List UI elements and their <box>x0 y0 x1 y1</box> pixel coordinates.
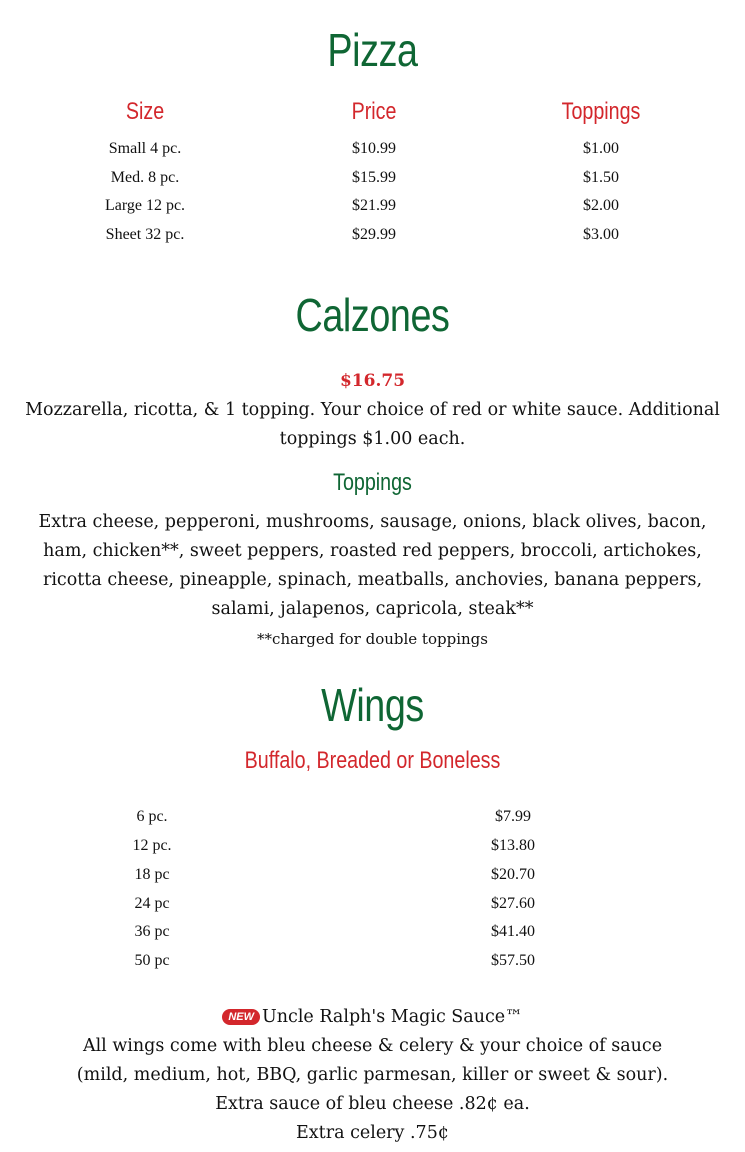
pizza-toppings-price: $2.00 <box>583 197 619 214</box>
new-badge: NEW <box>222 1009 260 1025</box>
wings-qty: 18 pc <box>134 866 170 883</box>
wings-qty: 50 pc <box>134 952 170 969</box>
wings-qty: 6 pc. <box>136 808 168 825</box>
toppings-note: **charged for double toppings <box>257 630 488 648</box>
wings-price: $20.70 <box>491 866 535 883</box>
pizza-price: $21.99 <box>352 197 396 214</box>
toppings-line: ricotta cheese, pineapple, spinach, meatballs, anchovies, banana peppers, <box>42 570 703 590</box>
calzone-description-line: Mozzarella, ricotta, & 1 topping. Your choice of red or white sauce. Additional <box>25 400 720 420</box>
pizza-price: $10.99 <box>352 140 396 157</box>
magic-sauce-name: Uncle Ralph's Magic Sauce™ <box>262 1007 523 1027</box>
wings-qty: 12 pc. <box>132 837 172 854</box>
pizza-title: Pizza <box>327 24 418 76</box>
pizza-size: Small 4 pc. <box>108 140 182 157</box>
toppings-line: ham, chicken**, sweet peppers, roasted red peppers, broccoli, artichokes, <box>43 541 702 561</box>
wings-info-line: Extra sauce of bleu cheese .82¢ ea. <box>215 1094 530 1114</box>
magic-sauce-line <box>0 1003 745 1032</box>
pizza-price: $15.99 <box>352 169 396 186</box>
toppings-line: Extra cheese, pepperoni, mushrooms, sausage, onions, black olives, bacon, <box>38 512 707 532</box>
wings-price: $41.40 <box>491 923 535 940</box>
pizza-header-toppings: Toppings <box>561 98 641 125</box>
wings-title: Wings <box>321 679 424 731</box>
calzone-description-line: toppings $1.00 each. <box>279 429 466 449</box>
calzones-title: Calzones <box>295 289 450 341</box>
wings-info-line: (mild, medium, hot, BBQ, garlic parmesan, killer or sweet & sour). <box>76 1065 669 1085</box>
pizza-header-price: Price <box>351 98 397 125</box>
wings-qty: 24 pc <box>134 895 170 912</box>
wings-price: $13.80 <box>491 837 535 854</box>
pizza-toppings-price: $3.00 <box>583 226 619 243</box>
pizza-header-size: Size <box>125 98 165 125</box>
calzone-price: $16.75 <box>339 371 406 391</box>
wings-qty: 36 pc <box>134 923 170 940</box>
wings-price: $27.60 <box>491 895 535 912</box>
toppings-line: salami, jalapenos, capricola, steak** <box>211 599 534 619</box>
toppings-title: Toppings <box>333 469 412 496</box>
wings-price: $57.50 <box>491 952 535 969</box>
pizza-size: Sheet 32 pc. <box>105 226 185 243</box>
pizza-price: $29.99 <box>352 226 396 243</box>
pizza-toppings-price: $1.00 <box>583 140 619 157</box>
wings-info-line: Extra celery .75¢ <box>296 1123 449 1143</box>
pizza-toppings-price: $1.50 <box>583 169 619 186</box>
wings-subtitle: Buffalo, Breaded or Boneless <box>244 747 501 774</box>
pizza-size: Med. 8 pc. <box>110 169 180 186</box>
wings-info-line: All wings come with bleu cheese & celery & your choice of sauce <box>82 1036 663 1056</box>
wings-price: $7.99 <box>495 808 531 825</box>
pizza-size: Large 12 pc. <box>104 197 186 214</box>
